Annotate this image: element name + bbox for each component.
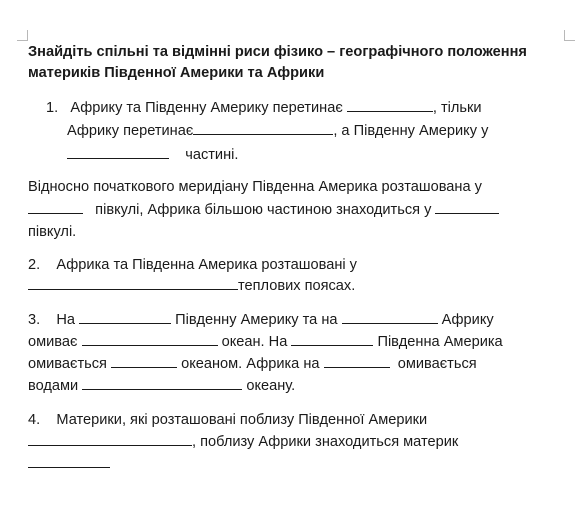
q4-blank-1[interactable] (28, 432, 192, 446)
q3-blank-3[interactable] (82, 332, 218, 346)
q3-blank-4[interactable] (291, 332, 373, 346)
q3-blank-2[interactable] (342, 310, 438, 324)
p1-line-2 (28, 200, 499, 220)
q3-line-4 (28, 376, 295, 396)
q1-line-1 (46, 98, 482, 118)
q3-text-2a: омиває (28, 334, 78, 350)
q2-line-1 (28, 255, 357, 275)
q3-blank-7[interactable] (82, 376, 242, 390)
q1-text-1b: , тільки (432, 100, 482, 116)
q4-text-1: Материки, які розташовані поблизу Південної Америки (56, 412, 428, 428)
q3-text-1c: Африку (441, 312, 494, 328)
q3-number: 3. (28, 312, 41, 328)
crop-mark-top-left (17, 30, 28, 41)
q1-text-1a: Африку та Південну Америку перетинає (70, 100, 343, 116)
q3-blank-6[interactable] (324, 354, 390, 368)
q3-text-3c: омивається (397, 356, 477, 372)
q3-text-1b: Південну Америку та на (175, 312, 338, 328)
q1-line-2 (67, 121, 488, 141)
title-line-1: Знайдіть спільні та відмінні риси фізико – географічного положення (28, 44, 527, 60)
q2-number: 2. (28, 257, 41, 273)
q3-line-1 (28, 310, 494, 330)
q3-text-3b: океаном. Африка на (181, 356, 320, 372)
q2-text-2b: теплових поясах. (238, 278, 356, 294)
p1-text-2a: півкулі, Африка більшою частиною знаходиться у (95, 202, 432, 218)
q4-line-2 (28, 432, 458, 452)
q4-line-1 (28, 410, 427, 430)
document-title (28, 42, 573, 84)
q1-blank-1[interactable] (347, 98, 433, 112)
p1-line-3: півкулі. (28, 224, 77, 240)
q3-text-2b: океан. На (221, 334, 288, 350)
q1-text-2b: , а Південну Америку у (333, 123, 489, 139)
q2-line-2 (28, 276, 355, 296)
q3-blank-1[interactable] (79, 310, 171, 324)
q1-line-3 (67, 145, 238, 165)
q3-line-2 (28, 332, 503, 352)
p1-blank-1[interactable] (28, 200, 83, 214)
q4-text-2b: , поблизу Африки знаходиться материк (192, 434, 459, 450)
q4-number: 4. (28, 412, 41, 428)
q1-blank-2[interactable] (193, 121, 333, 135)
q2-text-1: Африка та Південна Америка розташовані у (56, 257, 357, 273)
q4-line-3 (28, 454, 110, 474)
q1-text-2a: Африку перетинає (67, 123, 194, 139)
title-line-2: материків Південної Америки та Африки (28, 65, 325, 81)
q1-blank-3[interactable] (67, 145, 169, 159)
q3-text-3a: омивається (28, 356, 107, 372)
q2-blank-1[interactable] (28, 276, 238, 290)
q4-blank-2[interactable] (28, 454, 110, 468)
q3-line-3 (28, 354, 477, 374)
q1-text-3b: частині. (185, 147, 239, 163)
q3-blank-5[interactable] (111, 354, 177, 368)
q3-text-2c: Південна Америка (377, 334, 503, 350)
q3-text-4b: океану. (246, 378, 296, 394)
q1-number: 1. (46, 100, 59, 116)
q3-text-1a: На (56, 312, 76, 328)
crop-mark-top-right (564, 30, 575, 41)
p1-blank-2[interactable] (435, 200, 499, 214)
p1-line-1: Відносно початкового меридіану Південна Америка розташована у (28, 179, 482, 195)
q3-text-4a: водами (28, 378, 79, 394)
